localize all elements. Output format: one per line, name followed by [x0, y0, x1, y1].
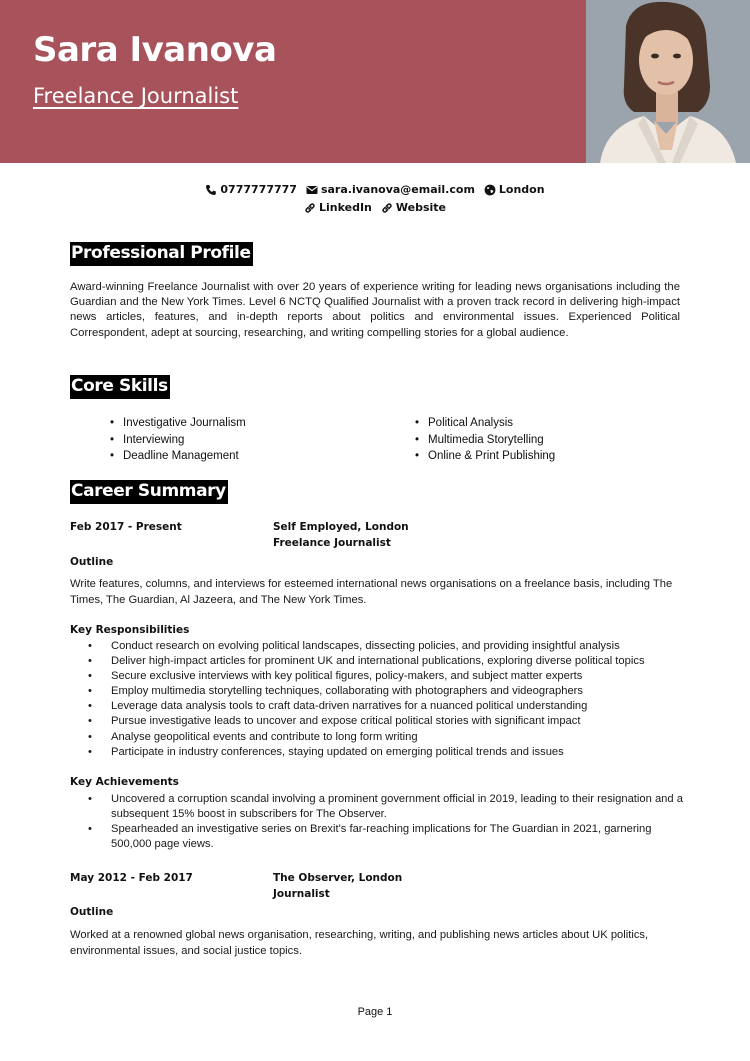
header-band	[0, 0, 586, 163]
website-link: Website	[395, 201, 446, 214]
responsibility-item: • Leverage data analysis tools to craft data-driven narratives for a nuanced political understanding	[88, 699, 688, 714]
skill-item: • Political Analysis	[415, 415, 630, 432]
contact-phone[interactable]	[205, 181, 297, 199]
job-outline: Write features, columns, and interviews for esteemed international news organisations on a freelance basis, including The Times, The Guardian, Al Jazeera, and The New York Times.	[70, 578, 673, 606]
job-employer: The Observer, London	[273, 872, 403, 884]
achievements-label: Key Achievements	[70, 776, 179, 788]
job-employer-block	[273, 520, 409, 551]
job-employer: Self Employed, London	[273, 521, 409, 533]
responsibility-item: • Deliver high-impact articles for prominent UK and international publications, exploring diverse political topics	[88, 654, 688, 669]
contact-email[interactable]	[306, 181, 475, 199]
skills-heading: Core Skills	[70, 375, 170, 399]
contact-row-links	[0, 199, 750, 217]
phone-icon	[205, 184, 217, 196]
skill-item: • Deadline Management	[110, 448, 415, 465]
responsibility-item: • Analyse geopolitical events and contribute to long form writing	[88, 730, 688, 745]
responsibility-item: • Secure exclusive interviews with key political figures, policy-makers, and subject matter experts	[88, 669, 688, 684]
achievement-item: • Uncovered a corruption scandal involving a prominent government official in 2019, leading to their resignation and a subsequent 15% boost in subscribers for The Observer.	[88, 792, 688, 822]
cv-header	[0, 0, 750, 163]
outline-label: Outline	[70, 906, 114, 918]
contact-location	[484, 181, 545, 199]
link-icon	[304, 202, 316, 214]
envelope-icon	[306, 184, 318, 196]
career-heading: Career Summary	[70, 480, 228, 504]
candidate-name: Sara Ivanova	[33, 30, 277, 70]
job-dates: May 2012 - Feb 2017	[70, 872, 193, 884]
skill-item: • Multimedia Storytelling	[415, 432, 630, 449]
outline-label: Outline	[70, 556, 114, 568]
contact-block	[0, 181, 750, 217]
profile-heading: Professional Profile	[70, 242, 253, 266]
skills-list	[110, 415, 630, 465]
responsibilities-list	[88, 639, 688, 760]
achievement-item: • Spearheaded an investigative series on Brexit's far-reaching implications for The Guardian in 2021, garnering 500,000 page views.	[88, 822, 688, 852]
responsibility-item: • Employ multimedia storytelling techniques, collaborating with photographers and videographers	[88, 684, 688, 699]
contact-website[interactable]	[381, 199, 446, 217]
profile-text: Award-winning Freelance Journalist with over 20 years of experience writing for leading news organisations including the Guardian and the New York Times. Level 6 NCTQ Qualified Journalist with a proven track record in delivering high-impact news articles, features, and in-depth reports about politics and environmental issues. Experienced Political Correspondent, adept at sourcing, researching, and writing compelling stories for a global audience.	[70, 281, 680, 339]
contact-linkedin[interactable]	[304, 199, 372, 217]
page-number: Page 1	[357, 1006, 393, 1018]
profile-photo	[586, 0, 750, 163]
globe-icon	[484, 184, 496, 196]
achievements-list	[88, 792, 688, 852]
location-text: London	[498, 183, 545, 196]
candidate-title: Freelance Journalist	[33, 84, 239, 108]
phone-number: 0777777777	[220, 183, 297, 196]
contact-row-primary	[0, 181, 750, 199]
job-role: Journalist	[273, 887, 330, 900]
job-dates: Feb 2017 - Present	[70, 521, 182, 533]
responsibility-item: • Participate in industry conferences, staying updated on emerging political trends and issues	[88, 745, 688, 760]
skill-item: • Interviewing	[110, 432, 415, 449]
skill-item: • Investigative Journalism	[110, 415, 415, 432]
email-address: sara.ivanova@email.com	[320, 183, 475, 196]
job-employer-block	[273, 871, 402, 902]
skill-item: • Online & Print Publishing	[415, 448, 630, 465]
responsibility-item: • Pursue investigative leads to uncover and expose critical political stories with significant impact	[88, 714, 688, 729]
job-role: Freelance Journalist	[273, 536, 391, 549]
portrait-illustration	[586, 0, 750, 163]
job-outline: Worked at a renowned global news organisation, researching, writing, and publishing news articles about UK politics, environmental issues, and social justice topics.	[70, 929, 649, 957]
link-icon	[381, 202, 393, 214]
responsibility-item: • Conduct research on evolving political landscapes, dissecting policies, and providing insightful analysis	[88, 639, 688, 654]
linkedin-link: LinkedIn	[318, 201, 372, 214]
responsibilities-label: Key Responsibilities	[70, 624, 190, 636]
